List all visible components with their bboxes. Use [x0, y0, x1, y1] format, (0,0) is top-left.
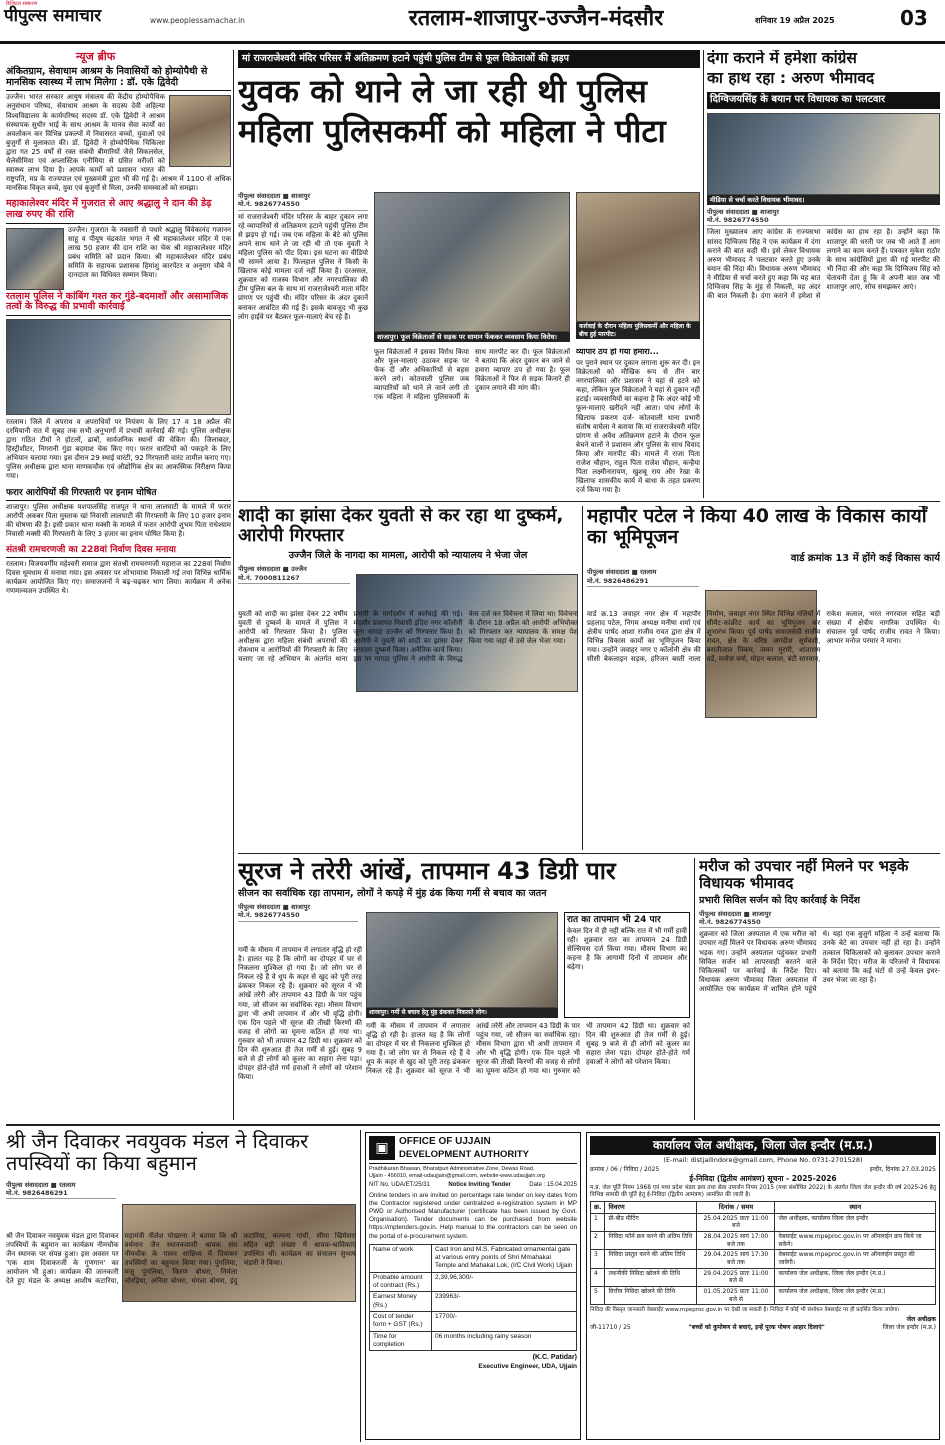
tender-row-value: 17700/-	[432, 1311, 577, 1331]
column-divider	[703, 50, 704, 498]
story2-subhead: उज्जैन जिले के नागदा का मामला, आरोपी को न्यायालय ने भेजा जेल	[288, 550, 528, 562]
right1-photo	[707, 113, 940, 205]
tender-row-label: Time for completion	[370, 1331, 432, 1351]
right1-byline	[707, 208, 940, 227]
jail-notice-title: ई-निविदा (द्वितीय आमंत्रण) सूचना - 2025-2026	[689, 1174, 837, 1184]
jail-email: (E-mail: distjailindore@gmail.com, Phone No. 0731-2701528)	[663, 1156, 863, 1165]
uda-title-2: DEVELOPMENT AUTHORITY	[399, 1148, 530, 1160]
uda-title-1: OFFICE OF UJJAIN	[399, 1136, 491, 1147]
jail-signatory: जेल अधीक्षक	[906, 1316, 936, 1324]
jail-row-desc: प्री-बीड मीटिंग	[605, 1213, 697, 1231]
brief-story-5	[6, 545, 231, 596]
masthead	[0, 0, 945, 44]
lead-mobile: मो.नं. 9826774550	[238, 200, 300, 209]
jail-row-desc: निविदा प्रस्तुत करने की अंतिम तिथि	[605, 1250, 697, 1268]
uda-signatory: (K.C. Patidar)	[532, 1354, 577, 1362]
story6-mobile: मो.नं. 9826486291	[6, 1189, 68, 1198]
jail-row-date: 29.04.2025 सायं 17:30 बजे तक	[697, 1250, 775, 1268]
jail-row-date: 28.04.2025 सायं 17:00 बजे तक	[697, 1232, 775, 1250]
scuffle-photo	[576, 192, 700, 322]
brief-2-headline: महाकालेश्वर मंदिर में गुजरात से आए श्रद्धालु ने दान की डेढ़ लाख रुपए की राशि	[6, 199, 231, 223]
brief-1-photo	[169, 95, 231, 167]
uda-logo-icon: ▣	[369, 1136, 395, 1160]
tender-row-label: Earnest Money (Rs.)	[370, 1292, 432, 1312]
story6-headline: श्री जैन दिवाकर नवयुवक मंडल ने दिवाकर तपस्वियों का किया बहुमान	[6, 1130, 309, 1176]
lead-body-2: फूल विक्रेताओं ने इसका विरोध किया और फूल-मालाएं उठाकर सड़क पर फेंक दीं और अधिकारियों से बहस करने लगे। कोतवाली पुलिस जब व्यापारियों को थाने ले जाने लगी तो एक महिला ने महिला पुलिसकर्मी के साथ मारपीट कर दी। फूल विक्रेताओं ने बताया कि अंदर दुकान बन जाने से हमारा व्यापार ठप हो गया है। फूल विक्रेताओं ने फिर से सड़क किनारे ही दुकान लगाने की मांग की।	[374, 348, 570, 402]
lead-headline-2: महिला पुलिसकर्मी को महिला ने पीटा	[238, 111, 666, 150]
jail-col-sno: क्र.	[591, 1202, 605, 1213]
story2-byline-text: पीपुल्स संवाददाता ■ उज्जैन	[238, 565, 307, 574]
jail-row-place: वेबसाईट www.mpeproc.gov.in पर ऑनलाईन प्रस्तुत की जावेगी।	[775, 1250, 936, 1268]
tender-row-value: 239963/-	[432, 1292, 577, 1312]
jail-col-place: स्थान	[775, 1202, 936, 1213]
logo-text: पीपुल्स समाचार	[4, 6, 102, 26]
uda-tender-ad	[365, 1132, 581, 1440]
lead-col-1	[238, 192, 368, 498]
story5-byline	[699, 910, 940, 929]
jail-row-date: 29.04.2025 प्रातः 11:00 बजे से	[697, 1268, 775, 1286]
tender-row-label: Cost of tender form + GST (Rs.)	[370, 1311, 432, 1331]
story4-byline-text: पीपुल्स संवाददाता ■ शाजापुर	[238, 903, 311, 912]
brief-1-body: उज्जैन। भारत सरकार आयुष मंत्रालय की केंद्रीय होम्योपैथिक अनुसंधान परिषद, सेवाधाम आश्रम के सदस्य देवी अहिल्या विश्वविद्यालय के कार्यपरिषद सदस्य डॉ. एके द्विवेदी ने आश्रम संस्थापक सुधीर भाई के साथ आश्रम के मानव सेवा कार्यों का अवलोकन कर विभिन्न प्रकल्पों में निवासरत बच्चों, युवाओं एवं बुजुर्गों से मुलाकात की। डॉ. द्विवेदी ने होम्योपैथिक चिकित्सा द्वारा गत 25 वर्षों से रक्त संबंधी बीमारियों जैसे सिकलसेल, थैलेसीमिया एवं अप्लास्टिक एनीमिया से ग्रसित मरीजों को स्वास्थ्य लाभ दिया है। आपके कार्यों को प्रशासन भारत की राष्ट्रपति, मप्र के राज्यपाल एवं मुख्यमंत्री द्वारा भी की गई है। आश्रम में 1100 से अधिक मानसिक विकृत बच्चे, युवा एवं बुजुर्गों से मिला, उनकी समस्याओं को समझा।	[6, 93, 231, 193]
row-divider	[6, 1124, 940, 1126]
brief-3-photo	[6, 319, 231, 415]
jail-row-sno: 3	[591, 1250, 605, 1268]
right1-body: जिला मुख्यालय आए कांग्रेस के राज्यसभा सांसद दिग्विजय सिंह ने एक कार्यक्रम में दंगा कराने की बात कही थी। इसे लेकर विधायक अरुण भीमावद ने पलटवार करते हुए उनके बयान की निंदा की। विधायक अरुण भीमावद ने मीडिया से चर्चा करते हुए कहा कि यह बात दिग्विजय सिंह के मुंह से निकली, यह अंदर की बात निकली है। दंगा कराने में हमेशा से कांग्रेस का हाथ रहा है। उन्होंने कहा कि शाजापुर की धरती पर जब भी आते हैं आग लगाने का काम करते हैं। पत्रकार मुकेश राठौर के साथ कांग्रेसियों द्वारा की गई मारपीट की भी निंदा की और कहा कि दिग्विजय सिंह को चेतावनी देता हूं कि वे अपनी बात जब भी शाजापुर आएं, सोच समझकर आएं।	[707, 228, 940, 301]
story3-subhead: वार्ड क्रमांक 13 में होंगे कई विकास कार्य	[790, 552, 940, 564]
lead-body-3: पर पुराने स्थान पर दुकान लगाना शुरू कर दी। इन विक्रेताओं को मौखिक रूप से तीन बार नगरपालिका और प्रशासन ने यहां से हटने को कहा, लेकिन फूल विक्रेताओं ने यहां से दुकान नहीं हटाई। व्यवसायियों का कहना है कि अंदर कोई भी फूल-मालाएं खरीदने नहीं आता। पांच लोगों के खिलाफ प्रकरण दर्ज- कोतवाली थाना प्रभारी संतोष वाघेला ने बताया कि मां राजराजेश्वरी मंदिर प्रांगण से अवैध अतिक्रमण हटाने के दौरान फूल बेचने वालों ने प्रशासन और पुलिस के साथ विवाद किया और मारपीट की। मामले में राजा पिता राजेश चौहान, राहुल पिता राजेश चौहान, कन्हैया पिता लक्ष्मीनारायण, खुशबू राय और रेखा के खिलाफ शासकीय कार्य में बाधा के तहत प्रकरण दर्ज किया गया है।	[576, 358, 700, 495]
tender-row	[370, 1292, 577, 1312]
jail-col-desc: विवरण	[605, 1202, 697, 1213]
uda-notice-label: Notice Inviting Tender	[448, 1182, 511, 1189]
story3-byline-text: पीपुल्स संवाददाता ■ रतलाम	[587, 568, 657, 577]
story2-mobile: मो.नं. 7000811267	[238, 573, 300, 582]
uda-address-2: Ujjain - 456010, email-udaujjain@gmail.com, website-www.udaujjain.org	[369, 1172, 545, 1179]
column-divider	[582, 506, 583, 850]
story4-headline: सूरज ने तरेरी आंखें, तापमान 43 डिग्री पार	[238, 858, 616, 885]
jail-row	[591, 1232, 936, 1250]
brief-1-headline: अंकितग्राम, सेवाधाम आश्रम के निवासियों को होम्योपैथी से मानसिक स्वास्थ्य में लाभ मिलेगा : डॉ. एके द्विवेदी	[6, 67, 231, 91]
website-url: www.peoplessamachar.in	[150, 16, 245, 25]
jail-row-place: कार्यालय जेल अधीक्षक, जिला जेल इन्दौर (म.प्र.)	[775, 1287, 936, 1305]
issue-date: शनिवार 19 अप्रैल 2025	[755, 16, 835, 25]
story4-box-body: केवल दिन में ही नहीं बल्कि रात में भी गर्मी हावी रही। शुक्रवार रात का तापमान 24 डिग्री सेल्सियस दर्ज किया गया। मौसम विभाग का कहना है कि आगामी दिनों में तापमान और बढ़ेगा।	[567, 927, 687, 972]
flower-vendors-photo	[374, 192, 570, 332]
mayor-story	[587, 506, 940, 850]
brief-2-body: उज्जैन। गुजरात के नवसारी से पधारे श्रद्धालु विवेकानंद गजानन साहू व पीयूष चंद्रकांत भगत ने श्री महाकालेश्वर मंदिर में एक लाख 50 हजार की दान राशि का चेक श्री महाकालेश्वर मंदिर प्रबंध समिति को प्रदान किया। श्री महाकालेश्वर मंदिर प्रबंध समिति के सहायक प्रशासक हिमांशु कारपेंटर व अनुराग चौबे ने दानदाता का विधिवत सम्मान किया।	[68, 225, 231, 280]
brief-4-headline: फरार आरोपियों की गिरफ्तारी पर इनाम घोषित	[6, 488, 231, 501]
newspaper-logo	[4, 1, 144, 34]
brief-story-2	[6, 199, 231, 280]
story4-body: गर्मी के मौसम में तापमान में लगातार वृद्धि हो रही है। हालत यह है कि लोगों का दोपहर में घर से निकलना मुश्किल हो गया है। जो लोग घर से निकल रहे हैं वे धूप के कहर से खुद को पूरी तरह ढंककर निकल रहे हैं। शुक्रवार को सूरज ने भी आंखें तरेरी और तापमान 43 डिग्री के पार पहुंच गया, जो सीजन का सर्वाधिक रहा। मौसम विभाग द्वारा भी अभी तापमान में और भी वृद्धि होगी। एक दिन पहले भी सूरज की तीखी किरणों की वजह से लोगों का घूमना कठिन हो गया था। गुरुवार को भी तापमान 42 डिग्री था। शुक्रवार को दिन की शुरुआत ही तेज गर्मी से हुई। सुबह 9 बजे से ही लोगों को कूलर का सहारा लेना पड़ा। दोपहर होते-होते गर्म हवाओं ने लोगों को परेशान किया।	[238, 946, 362, 1082]
uda-address-1: Pradhikaran Bhawan, Bharatpuri Administrative Zone, Dewas Road,	[369, 1165, 535, 1172]
story4-byline	[238, 903, 358, 922]
tender-row	[370, 1244, 577, 1272]
jail-table-header	[591, 1202, 936, 1213]
jail-slogan: "बच्चों को कुपोषण से बचाएं, इन्हें पूरक पोषण आहार दिलाएं"	[688, 1323, 825, 1331]
news-brief-column	[6, 50, 231, 1120]
lead-photo-1-caption: शाजापुर। फूल विक्रेताओं से सड़क पर सामान फेंककर व्यवसाय किया विरोध।	[374, 332, 570, 342]
tender-row	[370, 1331, 577, 1351]
jail-row-sno: 4	[591, 1268, 605, 1286]
section-title-text: रतलाम-शाजापुर-उज्जैन-मंदसौर	[408, 5, 664, 31]
story4-box-headline: रात का तापमान भी 24 पार	[567, 915, 661, 925]
lead-story	[238, 50, 700, 498]
story2-byline	[238, 565, 350, 584]
story6-byline-text: पीपुल्स संवाददाता ■ रतलाम	[6, 1180, 76, 1189]
jail-row-date: 25.04.2025 प्रातः 11:00 बजे	[697, 1213, 775, 1231]
right1-headline-2: का हाथ रहा : अरुण भीमावद	[707, 69, 875, 88]
mla-media-photo	[707, 113, 940, 195]
jail-signatory-block	[883, 1316, 936, 1331]
jain-story	[6, 1130, 356, 1442]
story3-mobile: मो.नं. 9826486291	[587, 576, 649, 585]
lead-col-2	[374, 348, 570, 498]
jail-intro: म.प्र. जेल पूर्ति नियम 1968 एवं मध्य प्रदेश भंडार क्रय तथा सेवा उपार्जन नियम 2015 (यथा संशोधित 2022) के अंतर्गत जिला जेल इन्दौर की वर्ष 2025-26 हेतु विभिन्न सामग्री की पूर्ति हेतु ई-निविदा (द्वितीय आमंत्रण) आमंत्रित की जाती है।	[590, 1184, 936, 1199]
row-divider	[238, 853, 940, 854]
jail-schedule-table	[590, 1201, 936, 1305]
story4-body-continued: गर्मी के मौसम में तापमान में लगातार वृद्धि हो रही है। हालत यह है कि लोगों का दोपहर में घर से निकलना मुश्किल हो गया है। जो लोग घर से निकल रहे हैं वे धूप के कहर से खुद को पूरी तरह ढंककर निकल रहे हैं। शुक्रवार को सूरज ने भी आंखें तरेरी और तापमान 43 डिग्री के पार पहुंच गया, जो सीजन का सर्वाधिक रहा। मौसम विभाग द्वारा भी अभी तापमान में और भी वृद्धि होगी। एक दिन पहले भी सूरज की तीखी किरणों की वजह से लोगों का घूमना कठिन हो गया था। गुरुवार को भी तापमान 42 डिग्री था। शुक्रवार को दिन की शुरुआत ही तेज गर्मी से हुई। सुबह 9 बजे से ही लोगों को कूलर का सहारा लेना पड़ा। दोपहर होते-होते गर्म हवाओं ने लोगों को परेशान किया।	[366, 1022, 690, 1076]
jail-bottom	[590, 1316, 936, 1331]
right1-headline-1: दंगा कराने में हमेशा कांग्रेस	[707, 50, 857, 67]
lead-col-3	[576, 348, 700, 498]
brief-5-headline: संतश्री रामचरणजी का 228वां निर्वाण दिवस मनाया	[6, 545, 231, 558]
brief-5-body: रतलाम। विजयवर्गीय महेश्वरी समाज द्वारा संतश्री रामचरणजी महाराज का 228वां निर्वाण दिवस धूमधाम से मनाया गया। इस अवसर पर शोभायात्रा निकाली गई तथा विभिन्न धार्मिक कार्यक्रम आयोजित किए गए। समाजजनों ने बढ़-चढ़कर भाग लिया। कार्यक्रम में अनेक गणमान्यजन उपस्थित थे।	[6, 560, 231, 596]
story3-byline	[587, 568, 699, 587]
jail-row	[591, 1268, 936, 1286]
jail-row-desc: निविदा फॉर्म क्रय करने की अंतिम तिथि	[605, 1232, 697, 1250]
lead-kicker: मां राजराजेश्वरी मंदिर परिसर में अतिक्रमण हटाने पहुंची पुलिस टीम से फूल विक्रेताओं की झड़प	[238, 50, 700, 68]
story5-byline-text: पीपुल्स संवाददाता ■ शाजापुर	[699, 909, 772, 918]
right1-subhead: दिग्विजयसिंह के बयान पर विधायक का पलटवार	[707, 92, 940, 109]
row-divider	[238, 501, 940, 502]
jail-ref-date: इन्दौर, दिनांक 27.03.2025	[869, 1165, 936, 1173]
jail-col-date: दिनांक / समय	[697, 1202, 775, 1213]
brief-story-4	[6, 488, 231, 539]
brief-3-body: रतलाम। जिले में अपराध व अपराधियों पर नियंत्रण के लिए 17 व 18 अप्रैल की दरमियानी रात में सुबह तक सभी अनुभागों में प्रभावी कार्रवाई की गई। पुलिस अधीक्षक द्वारा गठित टीमों ने होटलों, ढाबों, सार्वजनिक स्थानों की चेकिंग की। जिलाबदर, हिस्ट्रीशीटर, निगरानी गुंडा बदमाश चेक किए गए। फरार वारंटियों को पकड़ने के लिए अभियान चलाया गया। इस दौरान 29 स्थाई वारंटी, 92 गिरफ्तारी वारंट तामील कराए गए। पुलिस अधीक्षक द्वारा थाना माणकचौक एवं औद्योगिक क्षेत्र का आकस्मिक निरीक्षण किया गया।	[6, 417, 231, 481]
jail-row-sno: 1	[591, 1213, 605, 1231]
jail-tender-ad	[586, 1132, 940, 1440]
tender-row-value: 06 months including rainy season	[432, 1331, 577, 1351]
tender-row	[370, 1272, 577, 1292]
right1-byline-text: पीपुल्स संवाददाता ■ शाजापुर	[707, 207, 780, 216]
story2-headline: शादी का झांसा देकर युवती से कर रहा था दुष्कर्म, आरोपी गिरफ्तार	[238, 506, 564, 547]
lead-photo-1	[374, 192, 570, 344]
story5-mobile: मो.नं. 9826774550	[699, 918, 761, 927]
jail-ref-no: क्रमांक / 06 / निविदा / 2025	[590, 1165, 660, 1173]
jail-signatory-place: जिला जेल इन्दौर (म.प्र.)	[882, 1323, 936, 1331]
brief-story-1	[6, 67, 231, 193]
column-divider	[694, 858, 695, 1120]
column-divider	[360, 1130, 361, 1442]
lead-byline	[238, 192, 368, 211]
story4-subhead: सीजन का सर्वाधिक रहा तापमान, लोगों ने कपड़े में मुंह ढंक किया गर्मी से बचाव का जतन	[238, 887, 547, 899]
story3-body: वार्ड क्र.13 जवाहर नगर क्षेत्र में महापौर प्रहलाद पटेल, निगम अध्यक्ष मनीषा शर्मा एवं क्षेत्रीय पार्षद आशा राजीव रावत द्वारा क्षेत्र में विभिन्न विकास कार्यों का भूमिपूजन किया गया। उन्होंने जवाहर नगर ए कॉलोनी क्षेत्र की सीसी बेकलाइन सड़क, हरिजन बस्ती नाला निर्माण, जवाहर नगर स्थित विभिन्न गलियों में सीमेंट-कांक्रीट कार्य का भूमिपूजन कर शुभारंभ किया। पूर्व पार्षद समाजसेवी राजीव रावत, क्षेत्र के वरिष्ठ जगदीश सूर्यवंशी, बसंतीलाल निकम, जमन मुरारी, शांताराम वर्डे, मनोज वर्मा, मोहन कलाल, बंटी सारवान, राकेश कलाल, भरत नगरवाल सहित बड़ी संख्या में क्षेत्रीय नागरिक उपस्थित थे। संचालन पूर्व पार्षद राजीव रावत ने किया। आभार मनोज परमार ने माना।	[587, 610, 940, 664]
jail-title: कार्यालय जेल अधीक्षक, जिला जेल इन्दौर (म.प्र.)	[590, 1136, 936, 1155]
lead-subhead: व्यापार ठप हो गया हमारा...	[576, 348, 659, 356]
tender-row-label: Probable amount of contract (Rs.)	[370, 1272, 432, 1292]
jail-row-desc: तकनीकी निविदा खोलने की तिथि	[605, 1268, 697, 1286]
tender-row-value: 2,39,96,300/-	[432, 1272, 577, 1292]
jail-row	[591, 1287, 936, 1305]
section-title	[336, 4, 736, 38]
bhimawad-story	[707, 50, 940, 498]
story4-box	[564, 912, 690, 1018]
right1-photo-caption: मीडिया से चर्चा करते विधायक भीमावद।	[707, 195, 940, 205]
story6-byline	[6, 1181, 116, 1200]
heat-story	[238, 858, 690, 1120]
tender-row-value: Cast Iron and M.S. Fabricated ornamental gate at various entry points of Shri Mmahakal Temple and Mahakal Lok, (I/C Civil Work) Ujjain	[432, 1244, 577, 1272]
jail-ref-line	[590, 1166, 936, 1174]
story2-body: युवती को शादी का झांसा देकर 22 वर्षीय युवती से दुष्कर्म के मामले में पुलिस ने आरोपी को गिरफ्तार किया है। पुलिस अधीक्षक द्वारा महिला संबंधी अपराधों की रोकथाम व आरोपियों की गिरफ्तारी के लिए चलाए जा रहे अभियान के अंतर्गत थाना प्रभारी के मार्गदर्शन में कार्रवाई की गई। मंदसौर प्रजापत निवासी इंदिरा नगर कॉलोनी जूना नागदा उज्जैन को गिरफ्तार किया है। आरोपी ने युवती को शादी का झांसा देकर लगातार दुष्कर्म किया। अनैतिक कार्य किया। इस पर नागदा पुलिस ने आरोपी के विरुद्ध केस दर्ज कर विवेचना में लिया था। विवेचना के दौरान 18 अप्रैल को आरोपी अभियोक्त को गिरफ्तार कर न्यायालय के समक्ष पेश किया गया जहां से उसे जेल भेजा गया।	[238, 610, 578, 664]
story4-photo-caption: शाजापुर। गर्मी से बचाव हेतु मुंह ढंककर निकलते लोग।	[366, 1008, 558, 1018]
uda-title	[399, 1136, 529, 1161]
nagda-story	[238, 506, 578, 850]
uda-nit-line	[369, 1182, 577, 1190]
story3-headline: महापौर पटेल ने किया 40 लाख के विकास कार्यों का भूमिपूजन	[587, 506, 927, 549]
jail-row-date: 01.05.2025 प्रातः 11:00 बजे से	[697, 1287, 775, 1305]
brief-story-3	[6, 292, 231, 482]
jail-row	[591, 1250, 936, 1268]
story5-subhead: प्रभारी सिविल सर्जन को दिए कार्रवाई के निर्देश	[699, 894, 860, 906]
lead-body-1: मां राजराजेश्वरी मंदिर परिसर के बाहर दुकान लगा रहे व्यापारियों से अतिक्रमण हटाने पहुंची पुलिस टीम से झड़प हो गई। जब एक महिला के बेटे को पुलिस अपने साथ थाने ले जा रही थी तो एक युवती ने महिला पुलिस को पीट दिया। इस घटना का वीडियो भी सामने आया है। फिलहाल पुलिस ने किसी के खिलाफ कोई मामला दर्ज नहीं किया है। दरअसल, शुक्रवार को राजस्व विभाग और नगरपालिका की टीम पुलिस बल के साथ मां राजराजेश्वरी माता मंदिर प्रांगण पर पहुंची थी। मंदिर परिसर के अंदर दुकानें बनाकर आवंटित की गई हैं। इसके बावजूद भी कुछ लोग हाईवे पर बैठकर फूल-मालाएं बेच रहे हैं।	[238, 212, 368, 321]
story5-body: शुक्रवार को जिला अस्पताल में एक मरीज को उपचार नहीं मिलने पर विधायक अरुण भीमावद भड़क गए। उन्होंने अस्पताल पहुंचकर प्रभारी सिविल सर्जन को लापरवाही बरतने वाले चिकित्सकों पर कार्रवाई के निर्देश दिए। विधायक अरुण भीमावद जिला अस्पताल में आयोजित एक कार्यक्रम में शामिल होने पहुंचे थे। यहां एक बुजुर्ग महिला ने उन्हें बताया कि उनके बेटे का उपचार नहीं हो रहा है। उन्होंने तत्काल चिकित्सकों को बुलाकर उपचार कराने के निर्देश दिए। मरीज के परिजनों ने विधायक को बताया कि कई घंटों से उन्हें केवल इधर-उधर भेजा जा रहा है।	[699, 930, 940, 993]
lead-headline-1: युवक को थाने ले जा रही थी पुलिस	[238, 72, 647, 111]
page-number: 03	[900, 6, 928, 30]
jail-footer-note: निविदा की विस्तृत जानकारी वेबसाईट www.mpeproc.gov.in पर देखी जा सकती है। निविदा में कोई भी संशोधन वेबसाईट पर ही प्रदर्शित किया जावेगा।	[590, 1307, 900, 1314]
right1-mobile: मो.नं. 9826774550	[707, 216, 769, 225]
column-divider	[233, 50, 234, 1120]
lead-photo-2-caption: कार्रवाई के दौरान महिला पुलिसकर्मी और महिला के बीच हुई मारपीट।	[576, 322, 700, 339]
jail-row	[591, 1213, 936, 1231]
brief-3-headline: रतलाम पुलिस ने कांबिंग गश्त कर गुंडे-बदमाशों और असामाजिक तत्वों के विरुद्ध की प्रभावी कार्रवाई	[6, 292, 231, 316]
hospital-story	[699, 858, 940, 1120]
jail-ref-code: जी-11710 / 25	[590, 1323, 631, 1331]
jail-row-sno: 5	[591, 1287, 605, 1305]
uda-body: Online tenders in are invited on percentage rate tender on key dates from the Contractor registered under centralized e-registration system in MP PWD or Authorised Manufacturer (certificate has been issued by Govt. Organisation). Tender documents can be purchased from website https://mptenders.gov.in. Help manual to the contractors can be seen on the portal of e-procurement system.	[369, 1191, 577, 1240]
story6-body: श्री जैन दिवाकर नवयुवक मंडल द्वारा दिवाकर तपस्वियों के बहुमान का कार्यक्रम नीमचौक जैन स्थानक पर संपन्न हुआ। इस अवसर पर 'एक शाम दिवाकरजी के गुणगान' का आयोजन भी हुआ। कार्यक्रम की जानकारी देते हुए मंडल के अध्यक्ष आशीष कटारिया, महामंत्री नीलेश पोखरना ने बताया कि श्री वर्धमान जैन स्थानकवासी श्रावक संघ नीमचौक के पावन सान्निध्य में दिवाकर तपस्वियों का बहुमान किया गया। पुंगलिया, मंजू पुंगलिया, किरण बोथरा, निर्मला चोरड़िया, अनिता बोथरा, मंगला बोथरा, इंदु कटारिया, कल्पना गांधी, सीमा खिमेसरा सहित बड़ी संख्या में श्रावक-श्राविकाएं उपस्थित थीं। कार्यक्रम का संचालन सुभाष भंडारी ने किया।	[6, 1232, 356, 1286]
tender-row	[370, 1311, 577, 1331]
uda-header	[369, 1136, 577, 1164]
story4-photo	[366, 912, 558, 1018]
uda-date: Date : 15.04.2025	[529, 1182, 577, 1189]
lead-byline-text: पीपुल्स संवाददाता ■ शाजापुर	[238, 192, 311, 200]
jail-row-place: जेल अधीक्षक, कार्यालय जिला जेल इन्दौर	[775, 1213, 936, 1231]
brief-4-body: शाजापुर। पुलिस अधीक्षक यशपालसिंह राजपूत ने थाना लालघाटी के मामले में फरार आरोपी अकबर पिता मुस्ताक खां निवासी लालघाटी की गिरफ्तारी के लिए 10 हजार इनाम की घोषणा की है। इसी प्रकार थाना मक्सी के मामले में फरार आरोपी शुभम पिता राधेश्याम निवासी मक्सी की गिरफ्तारी के लिए 3 हजार का इनाम घोषित किया है।	[6, 502, 231, 538]
brief-2-photo	[6, 228, 64, 290]
lead-photo-2	[576, 192, 700, 342]
jail-row-desc: वित्तीय निविदा खोलने की तिथि	[605, 1287, 697, 1305]
story5-headline: मरीज को उपचार नहीं मिलने पर भड़के विधायक भीमावद	[699, 858, 909, 892]
jail-row-place: वेबसाईट www.mpeproc.gov.in पर ऑनलाईन क्रय किये जा सकेंगे।	[775, 1232, 936, 1250]
story4-mobile: मो.नं. 9826774550	[238, 911, 300, 920]
brief-label: न्यूज ब्रीफ	[76, 50, 116, 63]
uda-designation: Executive Engineer, UDA, Ujjain	[478, 1363, 577, 1371]
covered-faces-photo	[366, 912, 558, 1008]
jail-row-sno: 2	[591, 1232, 605, 1250]
logo-tagline: डिजिटल संस्करण	[6, 1, 38, 7]
tender-row-label: Name of work	[370, 1244, 432, 1272]
jail-row-place: कार्यालय जेल अधीक्षक, जिला जेल इन्दौर (म.प्र.)	[775, 1268, 936, 1286]
uda-tender-table	[369, 1244, 577, 1351]
uda-nit-no: NIT No. UDA/ET/25/31	[369, 1182, 430, 1189]
